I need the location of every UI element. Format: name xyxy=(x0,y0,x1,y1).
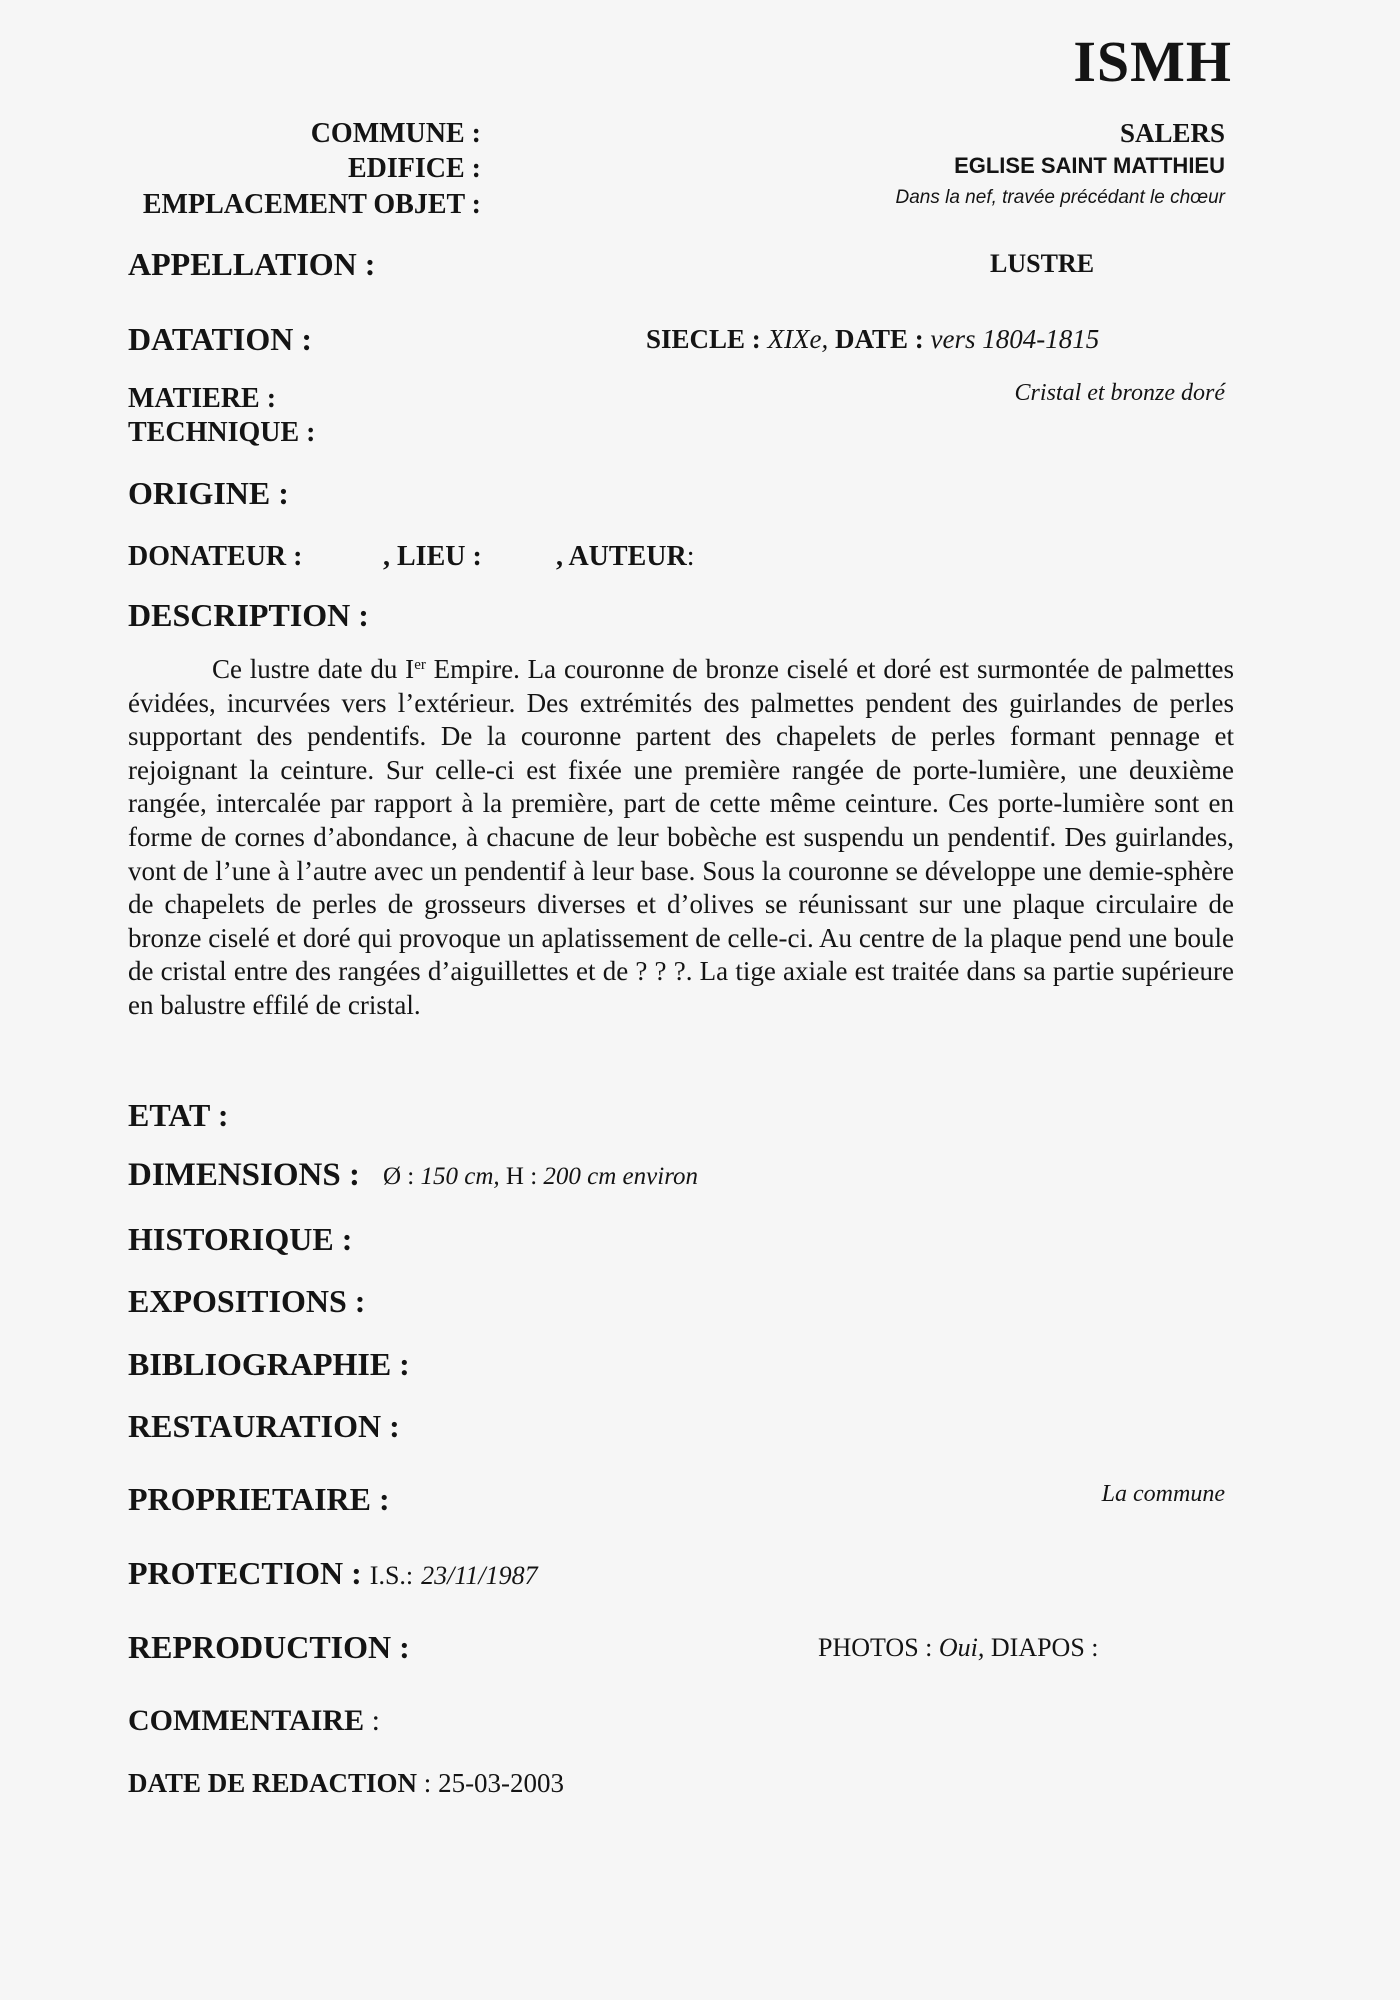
dimensions-label: DIMENSIONS : xyxy=(128,1157,360,1193)
expositions-label: EXPOSITIONS : xyxy=(128,1283,366,1319)
donateur-label: DONATEUR : xyxy=(128,541,303,572)
diameter-symbol: Ø : xyxy=(383,1163,415,1190)
commune-value: SALERS xyxy=(1119,118,1225,148)
appellation-value: LUSTRE xyxy=(990,249,1095,278)
commentaire-colon: : xyxy=(371,1704,380,1737)
proprietaire-value: La commune xyxy=(1101,1481,1225,1507)
redaction-date: 25-03-2003 xyxy=(438,1768,565,1798)
emplacement-label: EMPLACEMENT OBJET : xyxy=(142,189,481,220)
height-value: 200 cm environ xyxy=(543,1163,698,1190)
reproduction-label: REPRODUCTION : xyxy=(128,1629,410,1665)
commune-label: COMMUNE : xyxy=(310,118,481,149)
diameter-value: 150 cm, xyxy=(420,1163,500,1190)
redaction-row xyxy=(128,1768,564,1799)
diapos-label: DIAPOS : xyxy=(990,1633,1099,1662)
height-label: H : xyxy=(505,1163,538,1190)
protection-is-label: I.S.: xyxy=(369,1561,414,1590)
document-code: ISMH xyxy=(1073,29,1232,94)
edifice-label: EDIFICE : xyxy=(347,153,481,184)
redaction-label: DATE DE REDACTION xyxy=(128,1768,418,1798)
protection-label: PROTECTION : xyxy=(128,1555,362,1591)
edifice-value: EGLISE SAINT MATTHIEU xyxy=(954,153,1225,178)
dimensions-values xyxy=(383,1163,698,1191)
description-text: Ce lustre date du Ier Empire. La couronne de bronze ciselé et doré est surmontée de palmettes évidées, incurvées vers l’extérieur. Des extrémités des palmettes pendent des guirlandes de perles supportant des pendentifs. De la couronne partent des chapelets de perles formant pennage et rejoignant la ceinture. Sur celle-ci est fixée une première rangée de porte-lumière, une deuxième rangée, intercalée par rapport à la première, part de cette même ceinture. Ces porte-lumière sont en forme de cornes d’abondance, à chacune de leur bobèche est suspendu un pendentif. Des guirlandes, vont de l’une à l’autre avec un pendentif à leur base. Sous la couronne se développe une demie-sphère de chapelets de perles de grosseurs diverses et d’olives se réunissant sur une plaque circulaire de bronze ciselé et doré qui provoque un aplatissement de celle-ci. Au centre de la plaque pend une boule de cristal entre des rangées d’aiguillettes et de ? ? ?. La tige axiale est traitée dans sa partie supérieure en balustre effilé de cristal. xyxy=(128,654,1234,1020)
auteur-field xyxy=(556,541,694,573)
matiere-label: MATIERE : xyxy=(128,383,277,414)
redaction-colon: : xyxy=(423,1768,432,1798)
origine-label: ORIGINE : xyxy=(128,475,289,511)
photos-value: Oui, xyxy=(938,1633,985,1662)
description-label: DESCRIPTION : xyxy=(128,597,369,633)
commentaire-label: COMMENTAIRE xyxy=(128,1704,365,1737)
datation-values xyxy=(646,324,1099,355)
bibliographie-label: BIBLIOGRAPHIE : xyxy=(128,1346,410,1382)
proprietaire-label: PROPRIETAIRE : xyxy=(128,1481,390,1517)
ordinal-superscript: er xyxy=(414,657,426,673)
matiere-value: Cristal et bronze doré xyxy=(1014,380,1225,406)
appellation-label: APPELLATION : xyxy=(128,246,376,282)
emplacement-value: Dans la nef, travée précédant le chœur xyxy=(895,187,1225,208)
protection-row xyxy=(128,1555,538,1592)
siecle-label: SIECLE : xyxy=(646,324,761,354)
commentaire-row xyxy=(128,1704,380,1738)
date-value: vers 1804-1815 xyxy=(930,324,1100,354)
reproduction-values xyxy=(818,1633,1099,1663)
datation-label: DATATION : xyxy=(128,321,312,357)
auteur-label: , AUTEUR xyxy=(556,541,687,572)
auteur-colon: : xyxy=(686,541,695,572)
date-label: DATE : xyxy=(835,324,924,354)
protection-date: 23/11/1987 xyxy=(421,1561,538,1590)
historique-label: HISTORIQUE : xyxy=(128,1221,353,1257)
technique-label: TECHNIQUE : xyxy=(128,417,316,448)
restauration-label: RESTAURATION : xyxy=(128,1408,400,1444)
lieu-label: , LIEU : xyxy=(383,541,482,572)
siecle-value: XIXe, xyxy=(767,324,829,354)
etat-label: ETAT : xyxy=(128,1097,229,1133)
photos-label: PHOTOS : xyxy=(818,1633,933,1662)
